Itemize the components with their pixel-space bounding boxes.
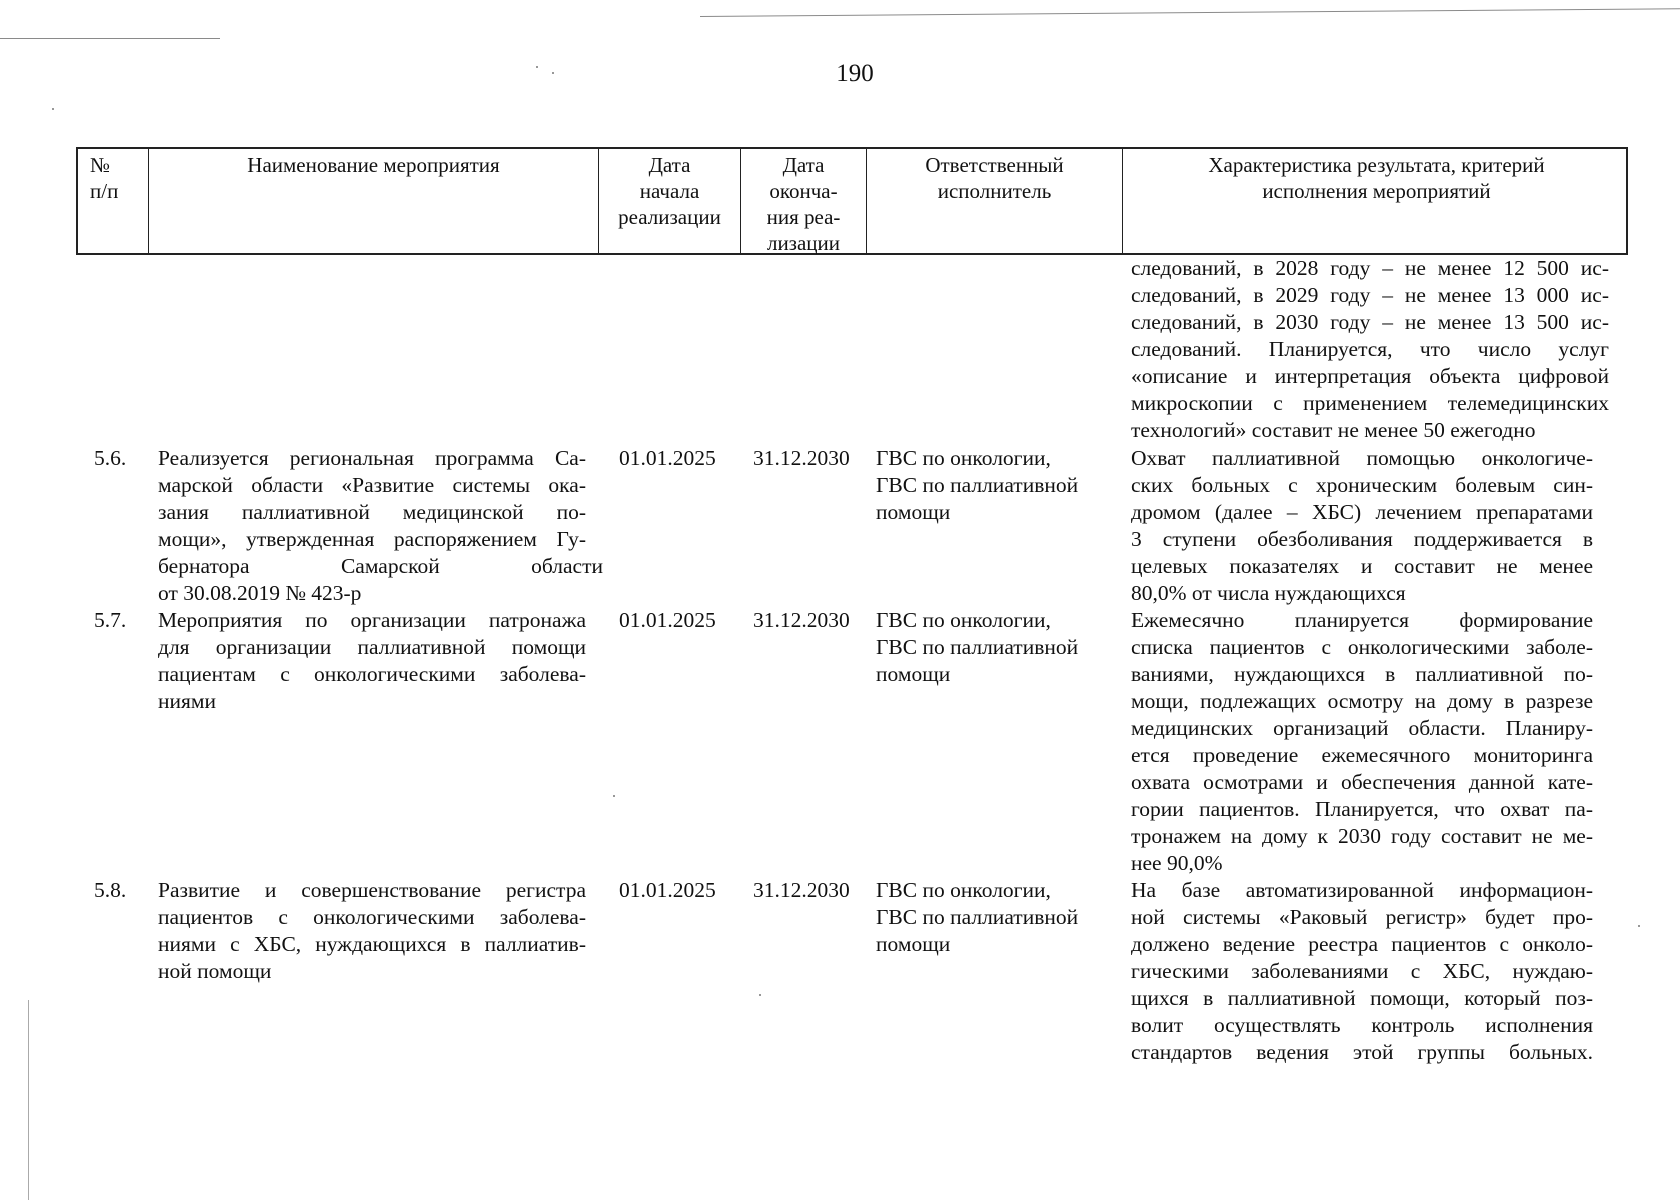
text-line: технологий» составит не менее 50 ежегодно: [1131, 418, 1536, 442]
text-line: гическими заболеваниями с ХБС, нуждаю-: [1131, 959, 1593, 983]
text-line: должено ведение реестра пациентов с онколо-: [1131, 932, 1593, 956]
page-number: 190: [836, 60, 874, 87]
text-line: следований, в 2030 году – не менее 13 500 ис-: [1131, 310, 1609, 334]
text-line: ется проведение ежемесячного мониторинга: [1131, 743, 1593, 767]
text-line: щихся в паллиативной помощи, который поз-: [1131, 986, 1593, 1010]
scan-speck: [759, 994, 761, 996]
text-line: Развитие и совершенствование регистра: [158, 878, 586, 902]
continuation-result: [1131, 255, 1609, 444]
text-line: Мероприятия по организации патронажа: [158, 608, 586, 632]
text-line: ГВС по паллиативной: [876, 635, 1079, 659]
row-responsible: [876, 877, 1116, 958]
row-name: [158, 445, 604, 607]
row-num: 5.7.: [94, 608, 127, 632]
row-num: 5.6.: [94, 446, 127, 470]
text-line: микроскопии с применением телемедицинских: [1131, 391, 1609, 415]
text-line: волит осуществлять контроль исполнения: [1131, 1013, 1593, 1037]
text-line: пациентов с онкологическими заболева-: [158, 905, 586, 929]
row-responsible: [876, 607, 1116, 688]
header-name: Наименование мероприятия: [148, 149, 598, 253]
row-result: [1131, 607, 1593, 877]
text-line: медицинских организаций области. Планиру-: [1131, 716, 1593, 740]
row-name: [158, 877, 586, 985]
text-line: мощи», утвержденная распоряжением Гу-: [158, 527, 586, 551]
row-result: [1131, 877, 1593, 1066]
row-end-date: 31.12.2030: [753, 446, 850, 470]
text-line: Реализуется региональная программа Са-: [158, 446, 586, 470]
text-line: 3 ступени обезболивания поддерживается в: [1131, 527, 1593, 551]
text-line: нее 90,0%: [1131, 851, 1223, 875]
row-result: [1131, 445, 1593, 607]
scan-speck: [613, 795, 615, 797]
row-responsible: [876, 445, 1116, 526]
text-line: для организации паллиативной помощи: [158, 635, 586, 659]
row-start-date: 01.01.2025: [619, 878, 716, 902]
text-line: помощи: [876, 932, 951, 956]
text-line: На базе автоматизированной информацион-: [1131, 878, 1593, 902]
row-end-date: 31.12.2030: [753, 608, 850, 632]
text-line: мощи, подлежащих осмотру на дому в разрезе: [1131, 689, 1593, 713]
text-line: помощи: [876, 662, 951, 686]
text-line: ГВС по онкологии,: [876, 608, 1051, 632]
text-line: ной помощи: [158, 959, 272, 983]
text-line: охвата осмотрами и обеспечения данной кате-: [1131, 770, 1593, 794]
header-responsible: Ответственный исполнитель: [866, 149, 1122, 253]
scan-edge-line-right: [700, 8, 1680, 17]
text-line: ГВС по онкологии,: [876, 446, 1051, 470]
scan-edge-line-left: [0, 38, 220, 39]
text-line: ГВС по онкологии,: [876, 878, 1051, 902]
text-line: целевых показателях и составит не менее: [1131, 554, 1593, 578]
text-line: Ежемесячно планируется формирование: [1131, 608, 1593, 632]
text-line: 80,0% от числа нуждающихся: [1131, 581, 1406, 605]
text-line: тронажем на дому к 2030 году составит не ме-: [1131, 824, 1593, 848]
text-line: ниями с ХБС, нуждающихся в паллиатив-: [158, 932, 586, 956]
text-line: следований, в 2028 году – не менее 12 500 ис-: [1131, 256, 1609, 280]
header-num: № п/п: [90, 153, 119, 203]
text-line: пациентам с онкологическими заболева-: [158, 662, 586, 686]
text-line: ских больных с хроническим болевым син-: [1131, 473, 1593, 497]
text-line: от 30.08.2019 № 423-р: [158, 581, 362, 605]
text-line: следований. Планируется, что число услуг: [1131, 337, 1609, 361]
text-line: стандартов ведения этой группы больных.: [1131, 1040, 1593, 1064]
text-line: ваниями, нуждающихся в паллиативной по-: [1131, 662, 1593, 686]
scan-left-edge: [28, 1000, 29, 1200]
row-num: 5.8.: [94, 878, 127, 902]
text-line: ной системы «Раковый регистр» будет про-: [1131, 905, 1593, 929]
text-line: ниями: [158, 689, 217, 713]
text-line: ГВС по паллиативной: [876, 473, 1079, 497]
text-line: списка пациентов с онкологическими заболе-: [1131, 635, 1593, 659]
scan-speck: [1638, 925, 1640, 927]
text-line: «описание и интерпретация объекта цифровой: [1131, 364, 1609, 388]
text-line: ГВС по паллиативной: [876, 905, 1079, 929]
header-result: Характеристика результата, критерий исполнения мероприятий: [1122, 149, 1630, 253]
text-line: следований, в 2029 году – не менее 13 000 ис-: [1131, 283, 1609, 307]
text-line: бернатора Самарской области: [158, 554, 604, 578]
table-header: [76, 147, 1628, 255]
row-start-date: 01.01.2025: [619, 446, 716, 470]
row-name: [158, 607, 586, 715]
scan-speck: [52, 108, 54, 110]
header-start-date: Дата начала реализации: [598, 149, 740, 253]
row-start-date: 01.01.2025: [619, 608, 716, 632]
text-line: зания паллиативной медицинской по-: [158, 500, 586, 524]
header-end-date: Дата оконча- ния реа- лизации: [740, 149, 866, 253]
row-end-date: 31.12.2030: [753, 878, 850, 902]
text-line: дромом (далее – ХБС) лечением препаратами: [1131, 500, 1593, 524]
text-line: марской области «Развитие системы ока-: [158, 473, 586, 497]
text-line: помощи: [876, 500, 951, 524]
text-line: Охват паллиативной помощью онкологиче-: [1131, 446, 1593, 470]
text-line: гории пациентов. Планируется, что охват па-: [1131, 797, 1593, 821]
